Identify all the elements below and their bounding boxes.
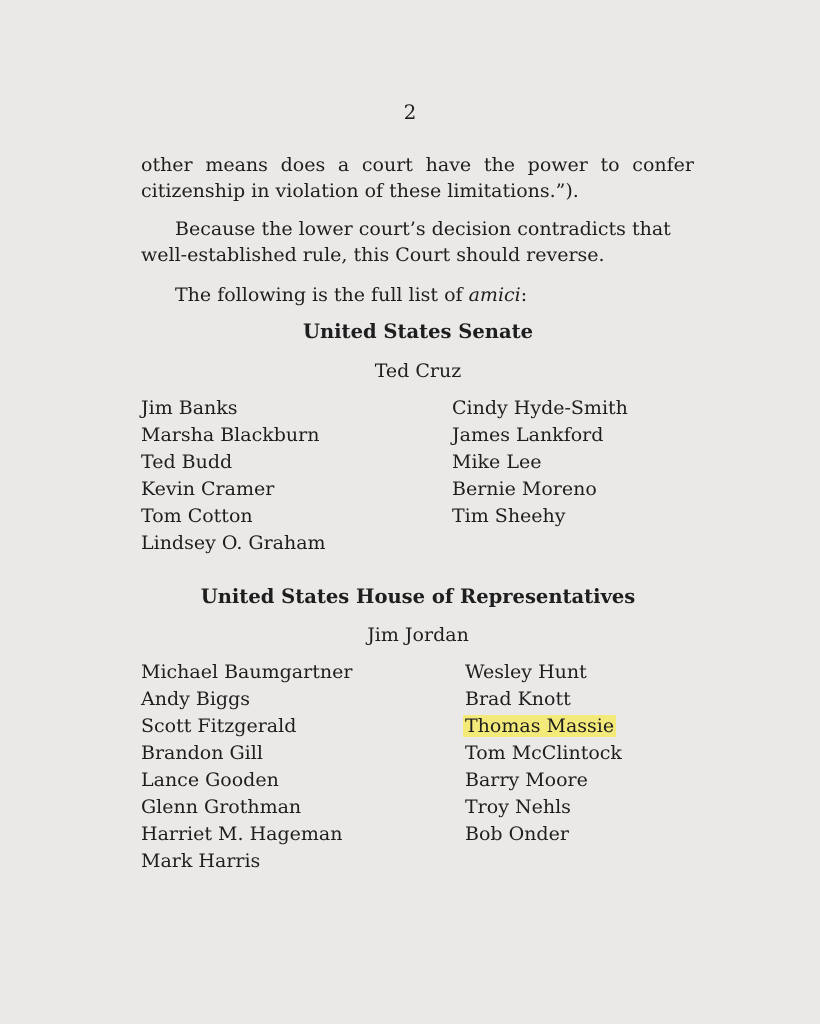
representative-name: Lance Gooden <box>141 769 279 791</box>
amici-term: amici <box>468 284 521 306</box>
representative-name: Bob Onder <box>465 823 569 845</box>
representative-name: Mark Harris <box>141 850 261 872</box>
paragraph-line: well-established rule, this Court should reverse. <box>141 244 605 266</box>
house-list-left <box>141 659 352 875</box>
amici-intro-colon: : <box>520 284 528 306</box>
representative-name: Tom McClintock <box>465 742 622 764</box>
representative-name: Brandon Gill <box>141 742 263 764</box>
representative-name: Brad Knott <box>465 688 571 710</box>
paragraph-line: Because the lower court’s decision contradicts that <box>175 218 671 240</box>
representative-name: Barry Moore <box>465 769 588 791</box>
representative-name: Andy Biggs <box>141 688 251 710</box>
amici-intro-text: The following is the full list of <box>175 284 469 306</box>
representative-name: Scott Fitzgerald <box>141 715 297 737</box>
page-number: 2 <box>403 100 417 124</box>
senator-name: Cindy Hyde-Smith <box>452 397 628 419</box>
senator-name: Marsha Blackburn <box>141 424 320 446</box>
senate-list-right <box>452 395 628 530</box>
senate-lead-amicus: Ted Cruz <box>374 360 462 382</box>
senator-name: Ted Budd <box>141 451 233 473</box>
representative-name: Michael Baumgartner <box>141 661 353 683</box>
house-list-right <box>465 659 622 848</box>
senator-name: Kevin Cramer <box>141 478 275 500</box>
paragraph-line: other means does a court have the power to confer <box>141 154 694 176</box>
amici-intro-paragraph <box>141 282 728 308</box>
senator-name: Mike Lee <box>452 451 542 473</box>
senator-name: James Lankford <box>452 424 604 446</box>
senate-list-left <box>141 395 326 557</box>
house-heading: United States House of Representatives <box>200 585 636 608</box>
senator-name: Bernie Moreno <box>452 478 597 500</box>
senator-name: Jim Banks <box>141 397 238 419</box>
senator-name: Lindsey O. Graham <box>141 532 326 554</box>
representative-name: Harriet M. Hageman <box>141 823 343 845</box>
senator-name: Tom Cotton <box>141 505 253 527</box>
senate-heading: United States Senate <box>302 320 534 343</box>
house-lead-amicus: Jim Jordan <box>367 624 469 646</box>
representative-name: Wesley Hunt <box>465 661 587 683</box>
representative-name: Glenn Grothman <box>141 796 302 818</box>
paragraph-line: citizenship in violation of these limitations.”). <box>141 180 579 202</box>
representative-name: Troy Nehls <box>465 796 571 818</box>
closing-quote-paragraph <box>141 152 694 204</box>
highlighted-representative-name <box>465 713 622 740</box>
name-highlight: Thomas Massie <box>465 715 615 737</box>
conclusion-paragraph <box>141 216 694 268</box>
senator-name: Tim Sheehy <box>452 505 566 527</box>
